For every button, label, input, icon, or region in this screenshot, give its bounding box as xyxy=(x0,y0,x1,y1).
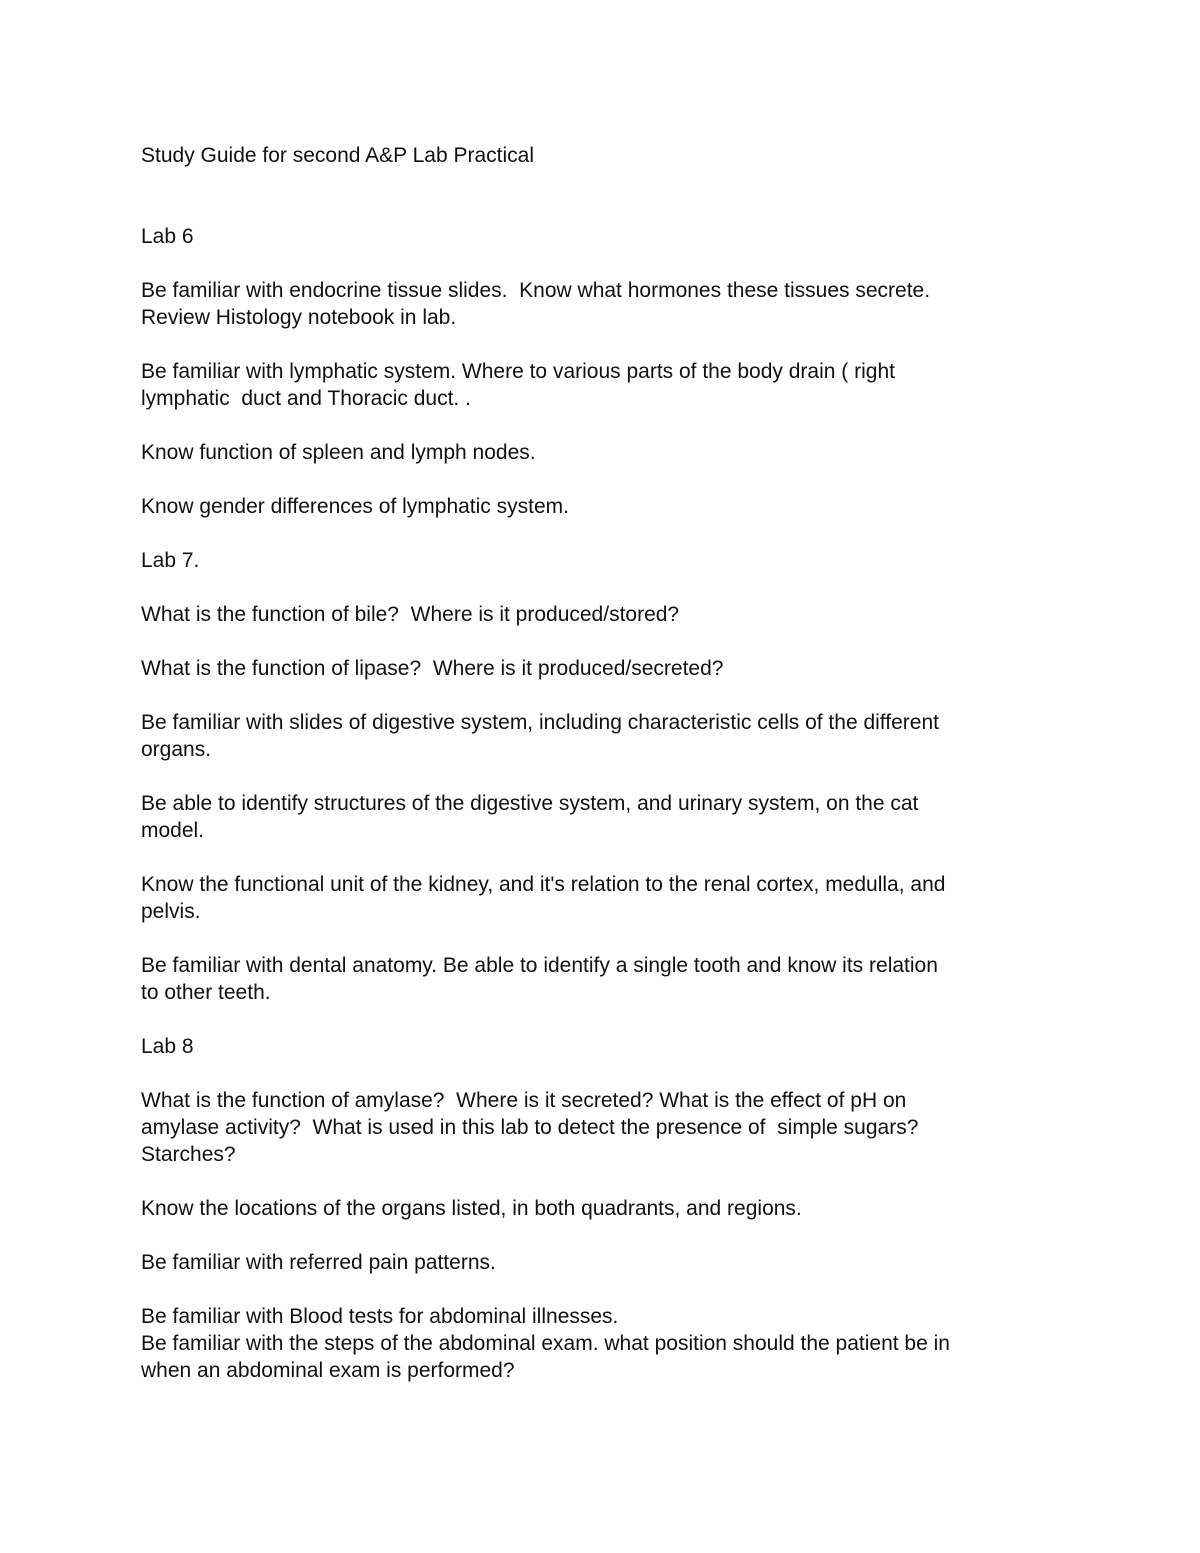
lab7-paragraph-1: What is the function of bile? Where is it produced/stored? xyxy=(141,603,680,626)
lab6-paragraph-1 xyxy=(141,277,1071,331)
lab8-p1-line-1: What is the function of amylase? Where is it secreted? What is the effect of pH on xyxy=(141,1089,907,1112)
lab7-paragraph-3 xyxy=(141,709,1071,763)
lab8-p1-line-3: Starches? xyxy=(141,1143,236,1166)
lab8-paragraph-2: Know the locations of the organs listed, in both quadrants, and regions. xyxy=(141,1197,802,1220)
document-title: Study Guide for second A&P Lab Practical xyxy=(141,144,535,167)
lab8-p4-line-1: Be familiar with Blood tests for abdominal illnesses. xyxy=(141,1305,619,1328)
lab7-paragraph-2: What is the function of lipase? Where is it produced/secreted? xyxy=(141,657,724,680)
lab7-p3-line-2: organs. xyxy=(141,738,212,761)
lab6-heading: Lab 6 xyxy=(141,225,194,248)
lab8-p4-line-3: when an abdominal exam is performed? xyxy=(141,1359,515,1382)
lab8-paragraph-3: Be familiar with referred pain patterns. xyxy=(141,1251,496,1274)
lab7-p5-line-2: pelvis. xyxy=(141,900,201,923)
lab6-p2-line-1: Be familiar with lymphatic system. Where to various parts of the body drain ( right xyxy=(141,360,895,383)
lab7-p5-line-1: Know the functional unit of the kidney, and it's relation to the renal cortex, medulla, and xyxy=(141,873,946,896)
lab6-paragraph-4: Know gender differences of lymphatic system. xyxy=(141,495,569,518)
lab8-paragraph-1 xyxy=(141,1087,1071,1168)
lab6-paragraph-2 xyxy=(141,358,1071,412)
lab7-p4-line-2: model. xyxy=(141,819,205,842)
lab7-p4-line-1: Be able to identify structures of the digestive system, and urinary system, on the cat xyxy=(141,792,919,815)
lab6-p2-line-2: lymphatic duct and Thoracic duct. . xyxy=(141,387,471,410)
lab8-p4-line-2: Be familiar with the steps of the abdominal exam. what position should the patient be in xyxy=(141,1332,950,1355)
lab8-paragraph-4 xyxy=(141,1303,1071,1384)
lab7-paragraph-4 xyxy=(141,790,1071,844)
lab6-p1-line-2: Review Histology notebook in lab. xyxy=(141,306,457,329)
document-body xyxy=(141,142,1071,1384)
lab6-p1-line-1: Be familiar with endocrine tissue slides. Know what hormones these tissues secrete. xyxy=(141,279,931,302)
lab7-heading: Lab 7. xyxy=(141,549,200,572)
lab7-paragraph-5 xyxy=(141,871,1071,925)
lab8-heading: Lab 8 xyxy=(141,1035,194,1058)
lab7-p6-line-2: to other teeth. xyxy=(141,981,271,1004)
lab7-paragraph-6 xyxy=(141,952,1071,1006)
lab7-p3-line-1: Be familiar with slides of digestive system, including characteristic cells of the different xyxy=(141,711,939,734)
lab6-paragraph-3: Know function of spleen and lymph nodes. xyxy=(141,441,536,464)
lab8-p1-line-2: amylase activity? What is used in this lab to detect the presence of simple sugars? xyxy=(141,1116,919,1139)
lab7-p6-line-1: Be familiar with dental anatomy. Be able to identify a single tooth and know its relation xyxy=(141,954,938,977)
